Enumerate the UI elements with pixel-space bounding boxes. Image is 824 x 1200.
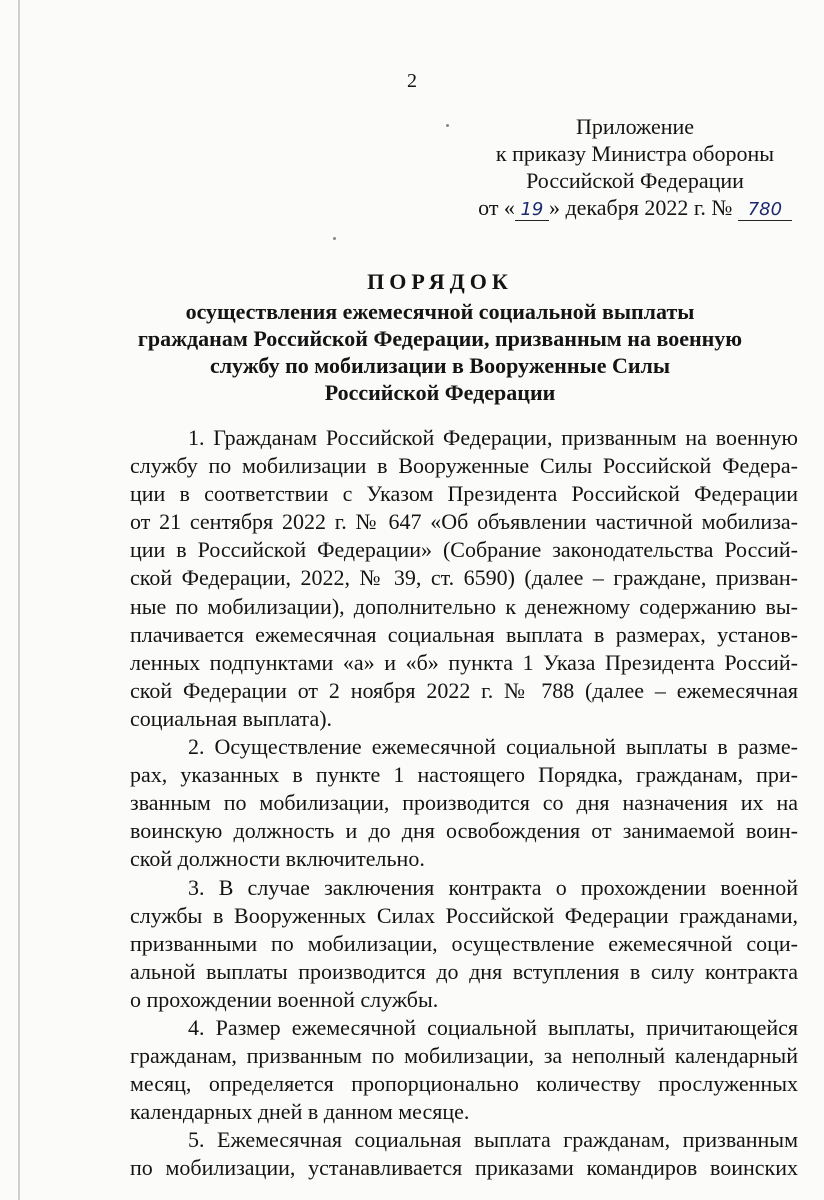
document-subtitle-line: гражданам Российской Федерации, призванным на военную [137, 326, 743, 351]
paragraph-line: званным по мобилизации, производится со дня назначения их на [130, 790, 798, 816]
page-edge [18, 0, 20, 1200]
appendix-line: Приложение [575, 114, 695, 139]
paragraph-line: 4. Размер ежемесячной социальной выплаты, причитающейся [188, 1014, 798, 1040]
paragraph-line: ции в соответствии с Указом Президента Российской Федерации [130, 481, 798, 507]
paragraph-line: ской должности включительно. [130, 846, 425, 872]
paragraph-line: от 21 сентября 2022 г. № 647 «Об объявлении частичной мобилиза- [130, 509, 798, 535]
paragraph-line: рах, указанных в пункте 1 настоящего Порядка, гражданам, при- [130, 762, 798, 788]
appendix-line: Российской Федерации [526, 168, 744, 193]
document-body [130, 424, 798, 1183]
paragraph-line: ской Федерации, 2022, № 39, ст. 6590) (далее – граждане, призван- [130, 565, 798, 591]
appendix-block [440, 113, 824, 221]
paragraph-line: ской Федерации от 2 ноября 2022 г. № 788 (далее – ежемесячная [130, 677, 798, 703]
paragraph-line: социальная выплата). [130, 705, 333, 731]
paragraph-line: 2. Осуществление ежемесячной социальной выплаты в разме- [188, 734, 798, 760]
date-prefix: от « [478, 195, 515, 220]
paragraph-line: календарных дней в данном месяце. [130, 1099, 470, 1125]
paragraph-line: ции в Российской Федерации» (Собрание законодательства Россий- [130, 537, 798, 563]
paragraph-line: ные по мобилизации), дополнительно к денежному содержанию вы- [130, 593, 798, 619]
paragraph-line: воинскую должность и до дня освобождения от занимаемой воин- [130, 818, 798, 844]
appendix-date-line [440, 194, 824, 221]
paragraph-line: ленных подпунктами «а» и «б» пункта 1 Указа Президента Россий- [130, 649, 798, 675]
paragraph-line: призванными по мобилизации, осуществление ежемесячной соци- [130, 930, 798, 956]
paragraph-line: 3. В случае заключения контракта о прохождении военной [188, 874, 798, 900]
handwritten-order-number: 780 [738, 200, 792, 221]
page-number: 2 [407, 70, 417, 92]
paragraph-line: месяц, определяется пропорционально количеству прослуженных [130, 1071, 798, 1097]
document-heading [100, 268, 780, 406]
scan-speck [333, 237, 336, 240]
paragraph-line: плачивается ежемесячная социальная выплата в размерах, установ- [130, 621, 798, 647]
document-subtitle-line: Российской Федерации [324, 380, 556, 405]
paragraph-line: 5. Ежемесячная социальная выплата гражданам, призванным [188, 1127, 798, 1153]
appendix-line: к приказу Министра обороны [495, 141, 775, 166]
paragraph-line: 1. Гражданам Российской Федерации, призванным на военную [188, 425, 798, 450]
handwritten-day: 19 [515, 200, 549, 221]
date-middle: » декабря 2022 г. № [548, 195, 733, 220]
document-subtitle-line: службу по мобилизации в Вооруженные Силы [209, 353, 671, 378]
paragraph-line: службу по мобилизации в Вооруженные Силы Российской Федера- [130, 453, 798, 479]
document-subtitle-line: осуществления ежемесячной социальной выплаты [185, 299, 695, 324]
paragraph-line: о прохождении военной службы. [130, 986, 439, 1012]
paragraph-line: по мобилизации, устанавливается приказами командиров воинских [130, 1155, 798, 1181]
paragraph-line: службы в Вооруженных Силах Российской Федерации гражданами, [130, 902, 798, 928]
document-title: ПОРЯДОК [367, 269, 513, 294]
paragraph-line: гражданам, призванным по мобилизации, за неполный календарный [130, 1043, 798, 1069]
paragraph-line: альной выплаты производится до дня вступления в силу контракта [130, 958, 798, 984]
